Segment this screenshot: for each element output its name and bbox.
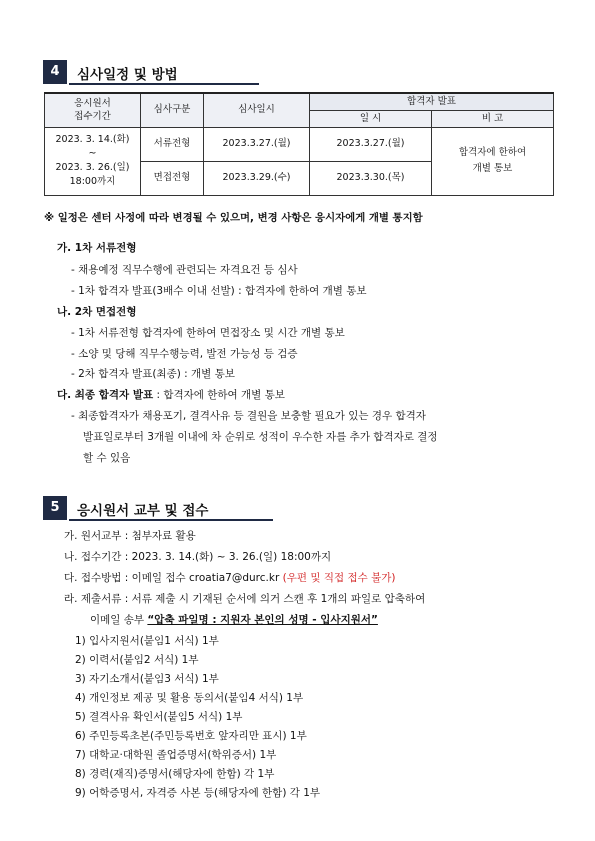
step-ga-item-1: - 채용예정 직무수행에 관련되는 자격요건 등 심사: [71, 264, 298, 276]
section-title: 응시원서 교부 및 접수: [77, 503, 209, 519]
application-method-text: 다. 접수방법 : 이메일 접수 croatia7@durc.kr: [64, 572, 283, 584]
step-da-item-line-1: - 최종합격자가 채용포기, 결격사유 등 결원을 보충할 필요가 있는 경우 합격자: [71, 410, 426, 422]
section-number: 5: [43, 496, 67, 520]
period-cell: [45, 127, 141, 195]
step-na-item-3: - 2차 합격자 발표(최종) : 개별 통보: [71, 368, 235, 380]
application-period: 나. 접수기간 : 2023. 3. 14.(화) ~ 3. 26.(일) 18:00까지: [64, 551, 332, 563]
required-documents-instruction: [90, 612, 378, 627]
row1-date: 2023.3.27.(월): [204, 127, 310, 161]
section-title: 심사일정 및 방법: [77, 67, 178, 83]
application-method: [64, 570, 395, 585]
header-day: 일 시: [310, 110, 432, 127]
section-number: 4: [43, 60, 67, 84]
document-item: 5) 결격사유 확인서(붙임5 서식) 1부: [75, 711, 243, 723]
document-item: 8) 경력(재직)증명서(해당자에 한함) 각 1부: [75, 768, 275, 780]
zip-filename-rule: “압축 파일명 : 지원자 본인의 성명 - 입사지원서”: [147, 614, 378, 626]
header-announce: 합격자 발표: [310, 93, 554, 110]
header-date: 심사일시: [204, 93, 310, 127]
application-method-warning: (우편 및 직접 접수 불가): [282, 572, 396, 584]
row1-type: 서류전형: [141, 127, 204, 161]
row2-announce: 2023.3.30.(목): [310, 161, 432, 195]
document-item: 6) 주민등록초본(주민등록번호 앞자리만 표시) 1부: [75, 730, 307, 742]
note-line1: 합격자에 한하여: [458, 147, 527, 158]
step-da-row: [57, 387, 285, 402]
section-underline: [69, 83, 259, 85]
header-period-line1: 응시원서: [74, 98, 111, 110]
header-period-line2: 접수기간: [74, 111, 111, 123]
step-da-item-line-3: 할 수 있음: [83, 452, 131, 464]
document-item: 2) 이력서(붙임2 서식) 1부: [75, 654, 199, 666]
period-tilde: ~: [88, 148, 97, 159]
step-da-text: : 합격자에 한하여 개별 통보: [153, 389, 285, 401]
step-ga-label: 가. 1차 서류전형: [57, 242, 137, 254]
row1-announce: 2023.3.27.(월): [310, 127, 432, 161]
note-line2: 개별 통보: [472, 163, 513, 174]
instruction-text: 이메일 송부: [90, 614, 148, 626]
document-item: 4) 개인정보 제공 및 활용 동의서(붙임4 서식) 1부: [75, 692, 304, 704]
period-time: 18:00까지: [69, 176, 116, 187]
row2-date: 2023.3.29.(수): [204, 161, 310, 195]
step-da-item-line-2: 발표일로부터 3개월 이내에 차 순위로 성적이 우수한 자를 추가 합격자로 결정: [83, 431, 438, 443]
note-cell: [432, 127, 554, 195]
step-na-item-2: - 소양 및 당해 직무수행능력, 발전 가능성 등 검증: [71, 348, 298, 360]
header-type: 심사구분: [141, 93, 204, 127]
period-start: 2023. 3. 14.(화): [55, 134, 130, 145]
row2-type: 면접전형: [141, 161, 204, 195]
schedule-table: [44, 92, 554, 196]
step-na-label: 나. 2차 면접전형: [57, 306, 137, 318]
document-item: 1) 입사지원서(붙임1 서식) 1부: [75, 635, 219, 647]
schedule-notice: ※ 일정은 센터 사정에 따라 변경될 수 있으며, 변경 사항은 응시자에게 개별 통지함: [44, 212, 423, 224]
header-note: 비 고: [432, 110, 554, 127]
document-item: 9) 어학증명서, 자격증 사본 등(해당자에 한함) 각 1부: [75, 787, 321, 799]
application-distribution: 가. 원서교부 : 첨부자료 활용: [64, 530, 196, 542]
document-item: 3) 자기소개서(붙임3 서식) 1부: [75, 673, 219, 685]
period-end: 2023. 3. 26.(일): [55, 162, 130, 173]
step-ga-item-2: - 1차 합격자 발표(3배수 이내 선발) : 합격자에 한하여 개별 통보: [71, 285, 367, 297]
header-period: [45, 93, 141, 127]
step-da-label: 다. 최종 합격자 발표: [57, 389, 154, 401]
document-item: 7) 대학교·대학원 졸업증명서(학위증서) 1부: [75, 749, 277, 761]
section-underline: [69, 519, 273, 521]
step-na-item-1: - 1차 서류전형 합격자에 한하여 면접장소 및 시간 개별 통보: [71, 327, 345, 339]
required-documents-intro: 라. 제출서류 : 서류 제출 시 기재된 순서에 의거 스캔 후 1개의 파일로 압축하여: [64, 593, 426, 605]
